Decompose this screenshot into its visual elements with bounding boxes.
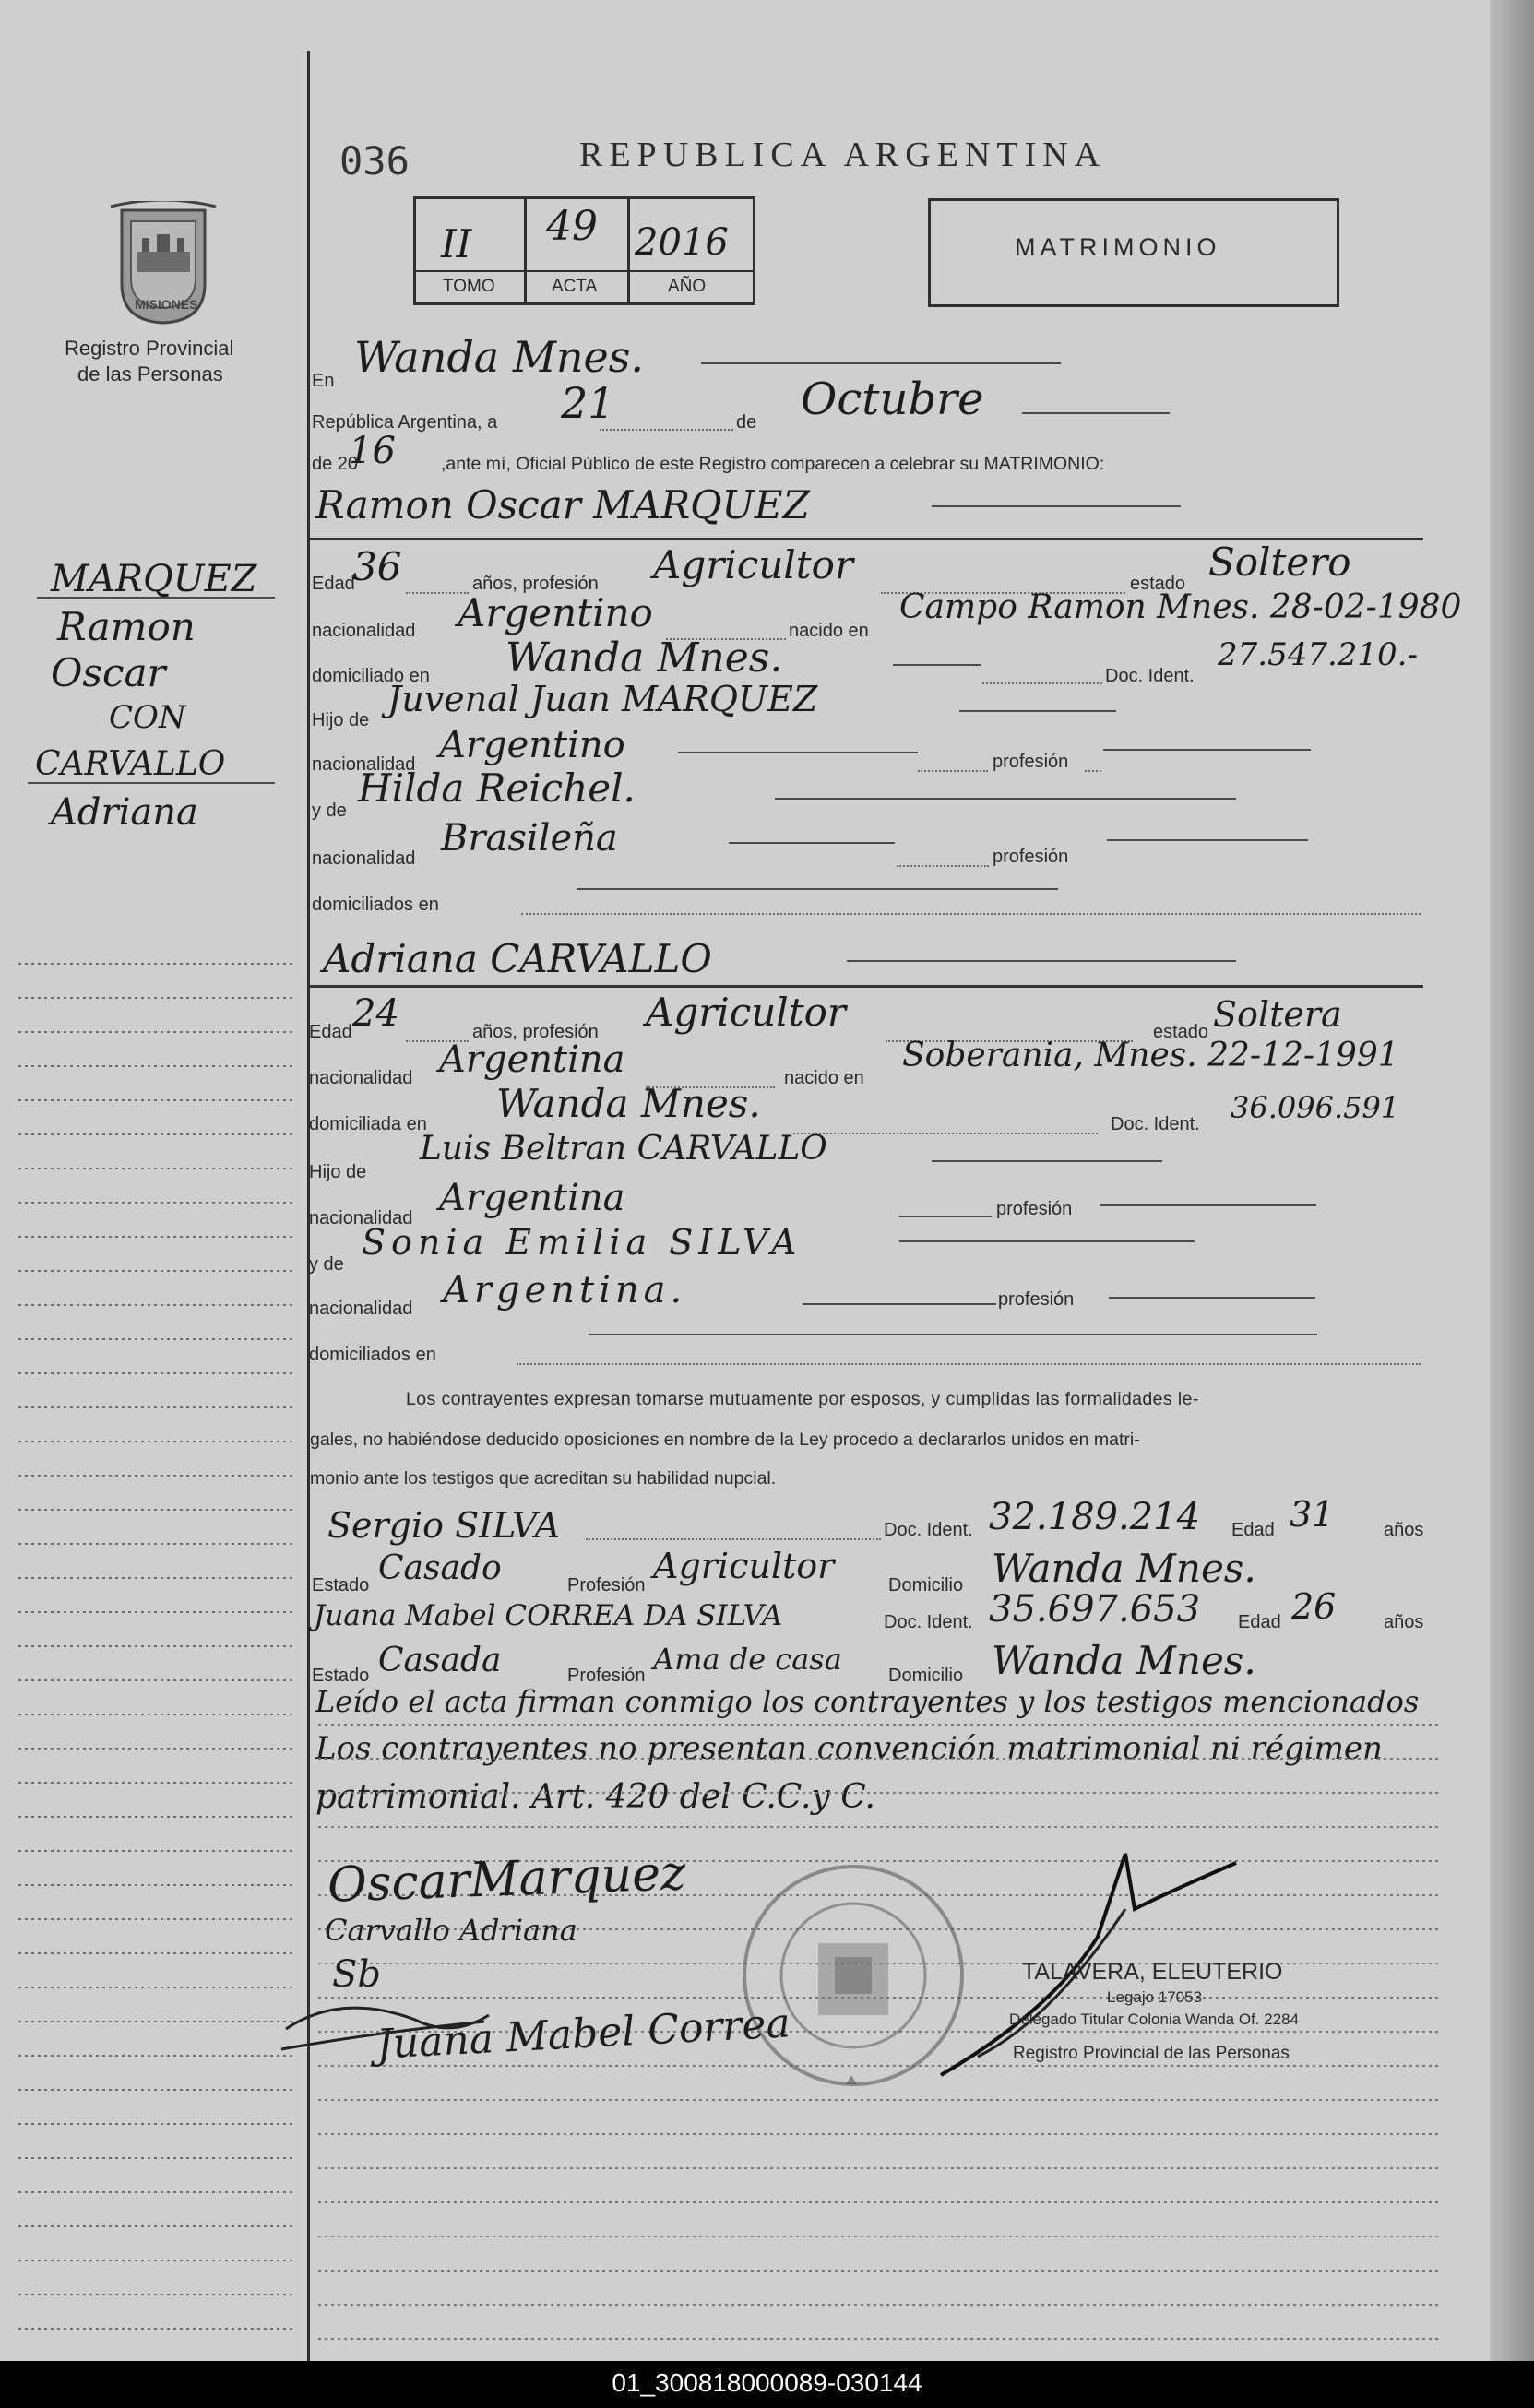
witness2-age: 26: [1291, 1586, 1337, 1627]
witness2-edad-label: Edad: [1238, 1612, 1281, 1632]
bride-hijo-label: Hijo de: [309, 1162, 367, 1182]
margin-underline: [37, 597, 275, 599]
year-suffix: 16: [349, 430, 396, 472]
bride-mother-nationality: Argentina.: [443, 1269, 687, 1311]
groom-nacido-label: nacido en: [789, 621, 869, 641]
witness2-domicile: Wanda Mnes.: [992, 1638, 1256, 1683]
groom-born: Campo Ramon Mnes. 28-02-1980: [899, 588, 1462, 626]
groom-father-nationality: Argentino: [439, 724, 625, 766]
declaration-line1: Los contrayentes expresan tomarse mutuamente por esposos, y cumplidas las formalidades le-: [406, 1389, 1199, 1409]
margin-annotation-line: MARQUEZ: [51, 558, 257, 600]
bride-nacido-label: nacido en: [784, 1068, 864, 1088]
republica-label: República Argentina, a: [312, 412, 498, 433]
de-label: de: [736, 412, 757, 433]
groom-father-profesion-label: profesión: [993, 752, 1069, 772]
year-prefix: de 20: [312, 454, 359, 474]
bride-domiciliada-label: domiciliada en: [309, 1114, 427, 1134]
footer-code: 01_300818000089-030144: [612, 2368, 922, 2397]
witness1-estado: Casado: [378, 1549, 502, 1587]
bride-profession: Agricultor: [646, 990, 846, 1035]
act-type: MATRIMONIO: [1015, 233, 1221, 261]
groom-full-name: Ramon Oscar MARQUEZ: [315, 482, 810, 528]
groom-mother: Hilda Reichel.: [358, 765, 636, 811]
groom-estado: Soltero: [1208, 540, 1351, 585]
bride-nationality: Argentina: [439, 1038, 625, 1081]
groom-anos-profesion-label: años, profesión: [472, 574, 599, 594]
official-legajo: Legajo 17053: [1107, 1988, 1203, 2006]
bride-mother: Sonia Emilia SILVA: [362, 1222, 803, 1263]
groom-estado-label: estado: [1130, 574, 1186, 594]
witness2-domicilio-label: Domicilio: [888, 1666, 964, 1686]
witness1-age: 31: [1290, 1494, 1335, 1535]
acta-label: ACTA: [552, 277, 598, 296]
official-name: TALAVERA, ELEUTERIO: [1022, 1959, 1283, 1985]
margin-annotation-line: Adriana: [51, 791, 198, 834]
bride-domiciliados-label: domiciliados en: [309, 1345, 436, 1365]
groom-father: Juvenal Juan MARQUEZ: [387, 679, 818, 719]
bride-father: Luis Beltran CARVALLO: [420, 1130, 827, 1168]
bride-nacionalidad-label: nacionalidad: [309, 1068, 413, 1088]
signature-witness2: Juana Mabel Correa: [375, 1999, 791, 2069]
witness1-estado-label: Estado: [312, 1575, 370, 1595]
bride-father-nationality: Argentina: [439, 1177, 625, 1219]
note-line1: Leído el acta firman conmigo los contrayentes y los testigos mencionados: [315, 1684, 1420, 1719]
groom-nationality: Argentino: [458, 590, 653, 635]
groom-domiciliados-label: domiciliados en: [312, 895, 439, 915]
signature-witness1: Sb: [332, 1953, 382, 1996]
bride-yde-label: y de: [309, 1254, 344, 1275]
seal-caption: MISIONES: [135, 297, 198, 312]
witness2-profession: Ama de casa: [653, 1642, 842, 1677]
witness1-profesion-label: Profesión: [567, 1575, 646, 1595]
groom-mother-profesion-label: profesión: [993, 847, 1069, 867]
witness2-estado: Casada: [378, 1642, 502, 1679]
witness1-name: Sergio SILVA: [327, 1505, 561, 1546]
groom-mother-nationality: Brasileña: [441, 817, 618, 860]
acta-value: 49: [546, 203, 598, 250]
bride-estado-label: estado: [1153, 1022, 1209, 1042]
groom-profession: Agricultor: [653, 542, 853, 587]
bride-doc-label: Doc. Ident.: [1111, 1114, 1200, 1134]
witness2-profesion-label: Profesión: [567, 1666, 646, 1686]
groom-edad-label: Edad: [312, 574, 355, 594]
tomo-label: TOMO: [443, 277, 495, 296]
declaration-line3: monio ante los testigos que acreditan su habilidad nupcial.: [310, 1468, 777, 1489]
bride-anos-profesion-label: años, profesión: [472, 1022, 599, 1042]
month: Octubre: [801, 374, 984, 425]
groom-age: 36: [352, 544, 402, 589]
bride-full-name: Adriana CARVALLO: [323, 936, 712, 981]
bride-born: Soberania, Mnes. 22-12-1991: [902, 1037, 1399, 1074]
place: Wanda Mnes.: [354, 332, 645, 382]
official-role: Delegado Titular Colonia Wanda Of. 2284: [1009, 2011, 1300, 2028]
bride-estado: Soltera: [1213, 994, 1342, 1035]
registry-name-line1: Registro Provincial: [65, 337, 234, 360]
bride-domicile: Wanda Mnes.: [496, 1081, 761, 1126]
groom-doc-label: Doc. Ident.: [1105, 666, 1195, 686]
groom-nacionalidad-label: nacionalidad: [312, 621, 416, 641]
anio-label: AÑO: [668, 277, 707, 296]
registry-name-line2: de las Personas: [77, 362, 223, 386]
witness1-domicilio-label: Domicilio: [888, 1575, 964, 1595]
witness2-doc-label: Doc. Ident.: [884, 1612, 973, 1632]
bride-doc: 36.096.591: [1231, 1090, 1400, 1125]
witness1-anos-label: años: [1384, 1520, 1424, 1540]
margin-annotation-line: CON: [109, 699, 186, 736]
witness1-domicile: Wanda Mnes.: [992, 1546, 1256, 1591]
country-title: REPUBLICA ARGENTINA: [579, 136, 1107, 174]
tomo-value: II: [441, 221, 472, 267]
bride-edad-label: Edad: [309, 1022, 352, 1042]
bride-father-profesion-label: profesión: [996, 1199, 1073, 1219]
groom-domiciliado-label: domiciliado en: [312, 666, 430, 686]
groom-domicile: Wanda Mnes.: [505, 635, 783, 682]
official-registry: Registro Provincial de las Personas: [1013, 2044, 1290, 2063]
folio-number: 036: [339, 138, 410, 184]
note-line3: patrimonial. Art. 420 del C.C.y C.: [315, 1778, 875, 1816]
day: 21: [561, 378, 615, 428]
intro-statement: ,ante mí, Oficial Público de este Registro comparecen a celebrar su MATRIMONIO:: [441, 454, 1105, 474]
witness1-edad-label: Edad: [1231, 1520, 1275, 1540]
bride-age: 24: [352, 992, 399, 1035]
bride-mother-profesion-label: profesión: [998, 1289, 1075, 1310]
groom-mother-nat-label: nacionalidad: [312, 848, 416, 869]
witness2-name: Juana Mabel CORREA DA SILVA: [314, 1599, 783, 1632]
bride-father-nat-label: nacionalidad: [309, 1208, 413, 1228]
groom-father-nat-label: nacionalidad: [312, 754, 416, 775]
groom-yde-label: y de: [312, 801, 347, 821]
signature-groom: OscarMarquez: [327, 1845, 687, 1914]
margin-annotation-line: Ramon: [57, 604, 196, 649]
witness1-doc-label: Doc. Ident.: [884, 1520, 973, 1540]
anio-value: 2016: [635, 221, 729, 264]
witness2-doc: 35.697.653: [989, 1588, 1201, 1631]
bride-mother-nat-label: nacionalidad: [309, 1299, 413, 1319]
witness2-anos-label: años: [1384, 1612, 1424, 1632]
margin-annotation-line: Oscar: [51, 650, 166, 695]
en-label: En: [312, 371, 335, 391]
signature-bride: Carvallo Adriana: [325, 1913, 577, 1948]
groom-doc: 27.547.210.-: [1218, 636, 1418, 673]
witness1-doc: 32.189.214: [989, 1496, 1201, 1538]
witness1-profession: Agricultor: [653, 1546, 835, 1586]
note-line2: Los contrayentes no presentan convención matrimonial ni régimen: [315, 1730, 1383, 1767]
groom-hijo-label: Hijo de: [312, 710, 370, 730]
witness2-estado-label: Estado: [312, 1666, 370, 1686]
margin-underline: [28, 782, 275, 784]
margin-annotation-line: CARVALLO: [35, 745, 226, 783]
declaration-line2: gales, no habiéndose deducido oposiciones en nombre de la Ley procedo a declararlos unidos en matri-: [310, 1429, 1140, 1450]
